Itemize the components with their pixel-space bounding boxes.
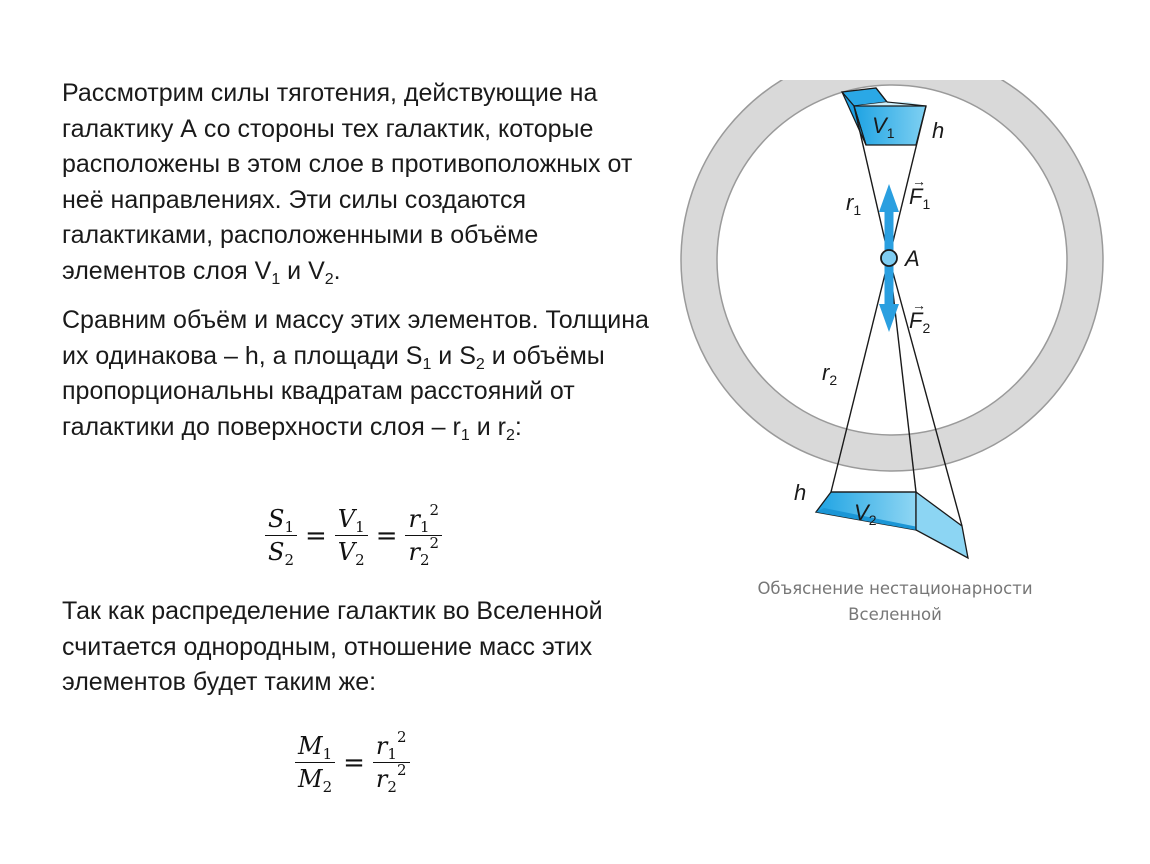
figure-caption: [700, 576, 1090, 628]
label-h-top: h: [932, 118, 945, 143]
fraction-r-squared-2: $\frac{r_1^2}{r_2^2}$: [373, 732, 410, 793]
caption-line-2: Вселенной: [848, 605, 942, 624]
text-column-2: [62, 594, 662, 701]
label-h-bottom: h: [794, 480, 807, 505]
label-r1: $r_1$: [846, 190, 862, 218]
paragraph-homogeneous: Так как распределение галактик во Вселенной считается однородным, отношение масс этих элементов будет таким же:: [62, 597, 603, 696]
galaxy-a-point: [881, 250, 897, 266]
text-column: [62, 76, 662, 445]
label-f2-arrow: →: [912, 297, 926, 313]
label-f1-arrow: →: [912, 173, 926, 189]
fraction-v: $\frac{V_1}{V_2}$: [335, 505, 368, 566]
label-a: A: [905, 246, 920, 271]
label-v2: $V_2$: [854, 500, 877, 528]
fraction-s: $\frac{S_1}{S_2}$: [265, 505, 297, 566]
label-v1: $V_1$: [872, 113, 895, 141]
formula-mass-ratio: $\frac{M_1}{M_2}$ = $\frac{r_1^2}{r_2^2}$: [292, 732, 413, 793]
paragraph-forces: Рассмотрим силы тяготения, действующие на галактику А со стороны тех галактик, которые расположены в этом слое в противоположных от неё направлениях. Эти силы создаются галактиками, расположенными в объёме элементов слоя $V_1$ и $V_2$.: [62, 79, 633, 288]
fraction-r-squared: $\frac{r_1^2}{r_2^2}$: [405, 505, 442, 566]
formula-volume-ratio: $\frac{S_1}{S_2}$ = $\frac{V_1}{V_2}$ = $\frac{r_1^2}{r_2^2}$: [262, 505, 445, 566]
universe-diagram: [676, 80, 1116, 580]
caption-line-1: Объяснение нестационарности: [757, 579, 1033, 598]
label-r2: $r_2$: [822, 360, 838, 388]
fraction-m: $\frac{M_1}{M_2}$: [295, 732, 335, 793]
label-f2: $F_2$: [909, 308, 931, 336]
force-arrow-f1: [879, 184, 899, 250]
label-f1: $F_1$: [909, 184, 931, 212]
paragraph-compare: Сравним объём и массу этих элементов. Толщина их одинакова – h, а площади $S_1$ и $S_2$ и объёмы пропорциональны квадратам расстояний от галактики до поверхности слоя – $r_1$ и $r_2$:: [62, 306, 649, 444]
element-v2: [816, 492, 968, 558]
